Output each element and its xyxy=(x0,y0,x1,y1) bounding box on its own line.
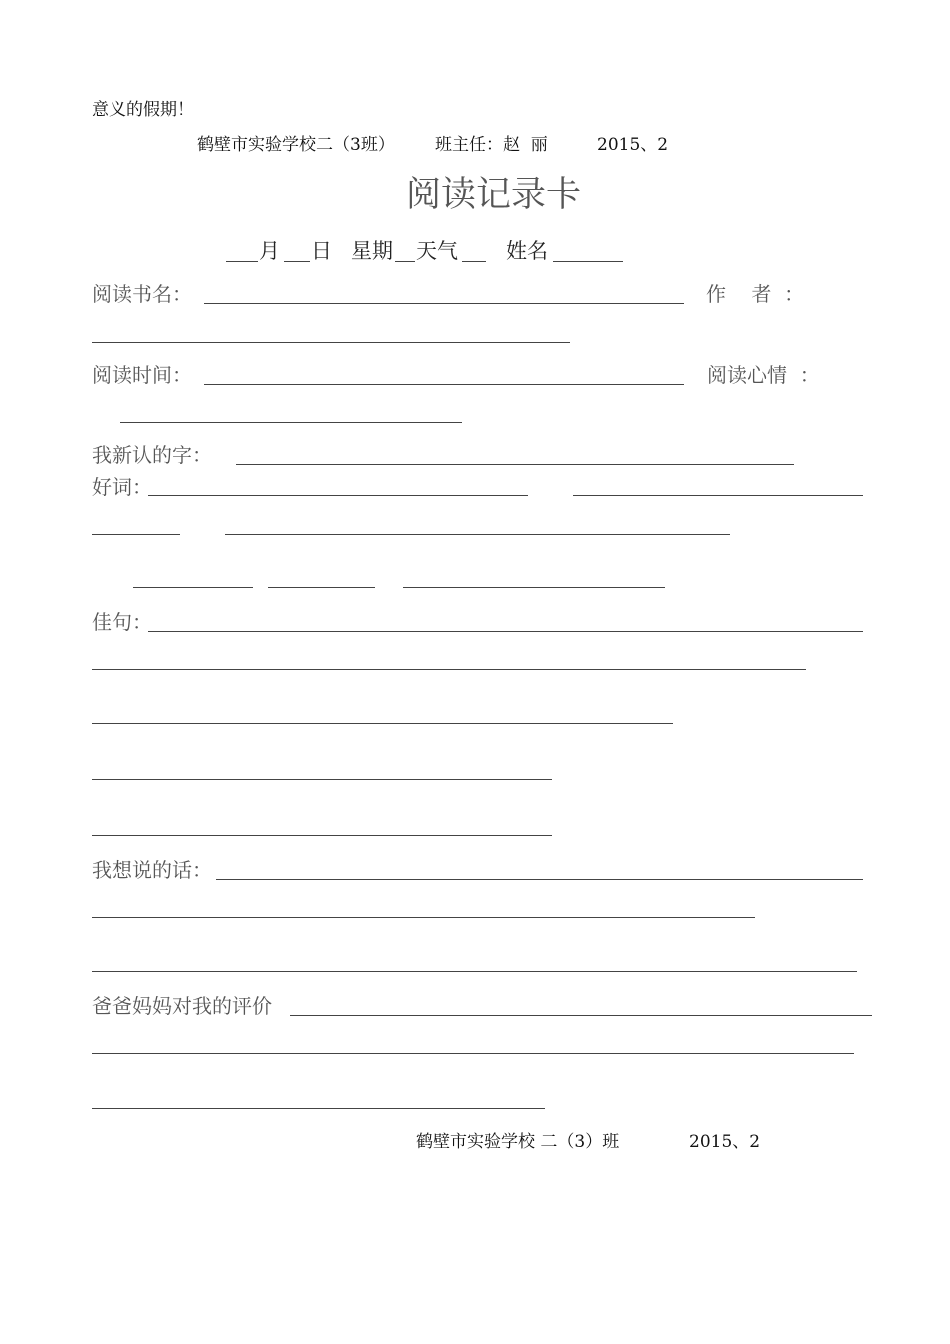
page-title: 阅读记录卡 xyxy=(406,175,582,215)
day-blank xyxy=(284,261,310,262)
weather-blank xyxy=(462,261,486,262)
good-sentences-label: 佳句： xyxy=(92,610,152,634)
new-chars-label: 我新认的字： xyxy=(92,443,212,467)
parent-comment-blank-2 xyxy=(92,1053,854,1054)
my-words-blank-1 xyxy=(216,879,863,880)
book-name-label: 阅读书名： xyxy=(92,282,192,306)
parent-comment-blank-3 xyxy=(92,1108,545,1109)
my-words-label: 我想说的话： xyxy=(92,858,212,882)
footer-school-class: 鹤壁市实验学校 二（3）班 xyxy=(416,1132,620,1152)
good-words-blank-3 xyxy=(92,534,180,535)
weekday-blank xyxy=(395,261,415,262)
reading-mood-label: 阅读心情 ： xyxy=(707,363,820,387)
good-sentences-blank-2 xyxy=(92,669,806,670)
parent-comment-blank-1 xyxy=(290,1015,872,1016)
header-teacher: 班主任：赵 丽 xyxy=(435,135,548,155)
good-words-blank-1 xyxy=(148,495,528,496)
good-words-blank-7 xyxy=(403,587,665,588)
good-words-label: 好词： xyxy=(92,475,152,499)
good-words-blank-4 xyxy=(225,534,730,535)
good-words-blank-2 xyxy=(573,495,863,496)
month-blank xyxy=(226,261,258,262)
good-sentences-blank-4 xyxy=(92,779,552,780)
header-school-class: 鹤壁市实验学校二（3班） xyxy=(197,135,395,155)
footer-date: 2015、2 xyxy=(689,1132,761,1152)
reading-mood-blank xyxy=(120,422,462,423)
good-sentences-blank-5 xyxy=(92,835,552,836)
name-blank xyxy=(553,261,623,262)
book-name-blank xyxy=(204,303,684,304)
month-label: 月 xyxy=(259,239,280,263)
good-sentences-blank-3 xyxy=(92,723,673,724)
my-words-blank-3 xyxy=(92,971,857,972)
name-label: 姓名 xyxy=(506,239,548,263)
good-words-blank-6 xyxy=(268,587,375,588)
good-words-blank-5 xyxy=(133,587,253,588)
weather-label: 天气 xyxy=(416,239,458,263)
my-words-blank-2 xyxy=(92,917,755,918)
reading-time-blank xyxy=(204,384,684,385)
weekday-label: 星期 xyxy=(351,239,393,263)
author-label: 作 者 ： xyxy=(706,282,805,306)
new-chars-blank xyxy=(236,464,794,465)
reading-time-label: 阅读时间： xyxy=(92,363,192,387)
header-date: 2015、2 xyxy=(597,135,669,155)
author-blank xyxy=(92,342,570,343)
top-text: 意义的假期！ xyxy=(92,100,194,120)
day-label: 日 xyxy=(311,239,332,263)
parent-comment-label: 爸爸妈妈对我的评价 xyxy=(92,994,272,1018)
good-sentences-blank-1 xyxy=(148,631,863,632)
